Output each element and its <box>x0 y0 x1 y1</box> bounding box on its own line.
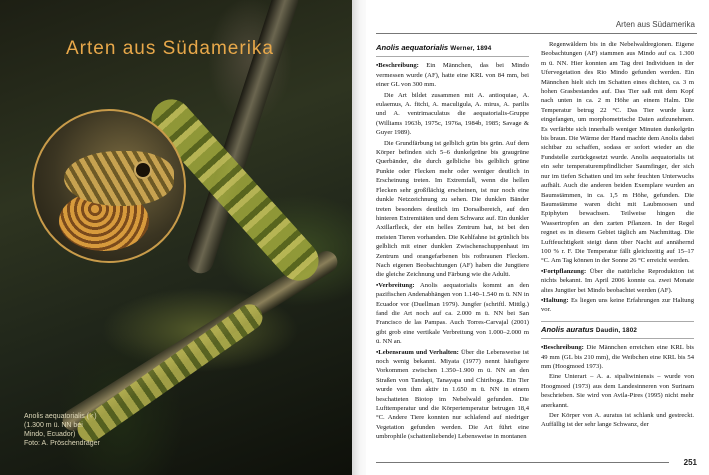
paragraph <box>376 61 529 89</box>
species-heading <box>376 40 529 57</box>
page-number: 251 <box>683 458 697 467</box>
lizard-eye-shape <box>134 161 152 179</box>
header-rule <box>376 33 697 34</box>
paragraph-text: Ein Männchen, das bei Mindo vermessen wurde (AF), hatte eine KRL von 84 mm, bei einer GL von 300 mm. <box>376 62 529 89</box>
text-column-left <box>376 40 529 443</box>
paragraph-label: •Verbreitung: <box>376 281 415 289</box>
paragraph <box>541 411 694 430</box>
chapter-title: Arten aus Südamerika <box>66 38 274 59</box>
paragraph-text: Über die natürliche Reproduktion ist nichts bekannt. Im April 2006 konnte ca. zwei Monate altes Jungtier bei Mindo beobachtet werden (AF). <box>541 267 694 294</box>
paragraph-text: Es liegen uns keine Erfahrungen zur Haltung vor. <box>541 296 694 314</box>
photo-caption <box>24 412 144 448</box>
paragraph-list <box>376 61 529 441</box>
caption-line: Anolis aequatorialis (♂) <box>24 413 97 420</box>
text-page <box>366 0 709 475</box>
running-header: Arten aus Südamerika <box>615 20 695 29</box>
paragraph-text: Der Körper von A. auratus ist schlank und gestreckt. Auffällig ist der sehr lange Schwanz, der <box>541 412 694 429</box>
text-column-right <box>541 40 694 431</box>
caption-line: Mindo, Ecuador) <box>24 431 76 438</box>
paragraph-text: Die Art bildet zusammen mit A. antioquiae, A. eulaemus, A. fitchi, A. maculigula, A. mirus, A. parilis und A. ventrimaculatus die aequatorialis-Gruppe (Williams 1963b, 1975c, 1976a, 1984b, 1985; Savage & Guyer 1989). <box>376 91 529 137</box>
paragraph <box>541 40 694 266</box>
paragraph-text: Über die Lebensweise ist noch wenig bekannt. Miyata (1977) nennt häufigere Vorkommen zwischen 1.350–1.900 m ü. NN an den Straßen von Tandapi, Tanayapa und Chiriboga. Ein Tier wurde von ihm aktiv in 1.650 m ü. NN in einem beschatteten Biotop im Nebelwald gefunden. Die Lufttemperatur und die Körpertemperatur betrugen 18,4 °C. Andere Tiere konnten nur schlafend auf niedriger Vegetation gefunden werden. Die Art führt eine umbrophile (schattenliebende) Lebensweise in montanen <box>376 348 529 441</box>
footer-rule <box>376 462 669 463</box>
paragraph-list <box>541 343 694 430</box>
paragraph <box>541 372 694 410</box>
paragraph <box>541 296 694 315</box>
species-name: Anolis auratus <box>541 324 594 334</box>
paragraph-label: •Lebensraum und Verhalten: <box>376 348 459 356</box>
paragraph-text: Anolis aequatorialis kommt an den pazifischen Andenabhängen von 1.140–1.540 m ü. NN in Ecuador vor (Duellman 1979). Jungfer (schriftl. Mittlg.) fand die Art noch auf ca. 2.000 m ü. NN bei San Francisco de las Pampas. Auch Torres-Carvajal (2001) gibt grob eine vertikale Verbreitung von 1.000–2.000 m ü. NN an. <box>376 281 529 346</box>
species-author: Werner, 1894 <box>450 45 492 52</box>
paragraph <box>541 267 694 295</box>
paragraph <box>376 139 529 280</box>
caption-line: (1.300 m ü. NN bei <box>24 422 83 429</box>
photo-panel <box>0 0 352 475</box>
paragraph <box>376 91 529 138</box>
paragraph-label: •Haltung: <box>541 296 569 304</box>
paragraph-text: Die Männchen erreichen eine KRL bis 49 mm (GL bis 210 mm), die Weibchen eine KRL bis 54 mm (Hoogmoed 1973). <box>541 344 694 370</box>
lizard-head-shape <box>64 151 174 206</box>
paragraph <box>376 348 529 442</box>
paragraph-label: •Fortpflanzung: <box>541 267 587 275</box>
paragraph-text: Die Grundfärbung ist gelblich grün bis grün. Auf dem Körper befinden sich 5–6 dunkelgrüne bis graugrüne Querbänder, die durch gelbliche bis gelblich grüne Punkte oder Flecken mehr oder weniger deutlich in Erscheinung treten. Im Extremfall, wenn die hellen Flecken sehr großflächig erscheinen, ist nur noch eine dunkle Netzzeichnung zu sehen. Die dunklen Bänder treten besonders deutlich im Dorsalbereich, auf den hinteren Extremitäten und dem Schwanz auf. Ein dunkler Axillarfleck, der ein helles Zentrum hat, ist bei den meisten Tieren vorhanden. Die Kehlfahne ist grünlich bis gelblich mit einer dunklen Zwischenschuppenhaut im Zentrum und orangefarbenen bis rotbraunen Flecken. Nach eigenen Beobachtungen (AF) haben die Jungtiere die gleiche Zeichnung und Färbung wie die Adulti. <box>376 139 529 279</box>
paragraph-text: Eine Unterart – A. a. sipaliwiniensis – wurde von Hoogmoed (1973) aus dem Landesinneren von Surinam beschrieben. Sie wird von Avila-Pires (1995) nicht mehr anerkannt. <box>541 373 694 409</box>
paragraph <box>376 281 529 347</box>
paragraph <box>541 343 694 371</box>
caption-line: Foto: A. Pröschendräger <box>24 440 100 447</box>
species-name: Anolis aequatorialis <box>376 43 449 52</box>
paragraph-text: Regenwäldern bis in die Nebelwaldregionen. Eigene Beobachtungen (AF) stammen aus Mindo auf ca. 1.300 m ü. NN. Hier konnten am Tag drei Individuen in der Ufervegetation des Rio Mindo gefunden werden. Ein Männchen hielt sich im Schatten eines dichten, ca. 3 m hohen Grasbestandes auf. Das Tier saß mit dem Kopf nach unten in ca. 2 m Höhe an einem Halm. Die Temperatur betrug 22 °C. Das Tier wurde kurz eingefangen, um morphometrische Daten aufzunehmen. Es verfärbte sich innerhalb weniger Minuten dunkelgrün bis braun. Die Wärme der Hand machte dem Anolis dabei sichtbar zu schaffen, sodass er sofort wieder an die Fundstelle zurückgesetzt wurde. Anolis aequatorialis ist ein sehr temperaturempfindlicher Saumfinger, der sich nur im tiefen Schatten und im sehr feuchten Unterwuchs aufhält. Auch die anderen beiden Exemplare wurden an Baumstämmen, in ca. 1,5 m Höhe, gefunden. Die Baumstämme waren dicht mit Laubmoosen und Epiphyten bewachsen. Teilweise hingen die Wassertropfen an den zarten Pflanzen. In der Regel regnet es in diesem Gebiet täglich am Nachmittag. Die Luftfeuchtigkeit steigt dann über Nacht auf annähernd 100 % r. F. Die Temperatur fällt gleichzeitig auf 15–17 °C. Am Tag können in der Sonne 26 °C erreicht werden. <box>541 41 694 265</box>
inset-photo-dewlap <box>32 109 186 263</box>
paragraph-label: •Beschreibung: <box>541 344 584 352</box>
paragraph-list <box>541 40 694 315</box>
species-author: Daudin, 1802 <box>595 326 638 334</box>
paragraph-label: •Beschreibung: <box>376 62 419 70</box>
species-heading <box>541 321 694 339</box>
